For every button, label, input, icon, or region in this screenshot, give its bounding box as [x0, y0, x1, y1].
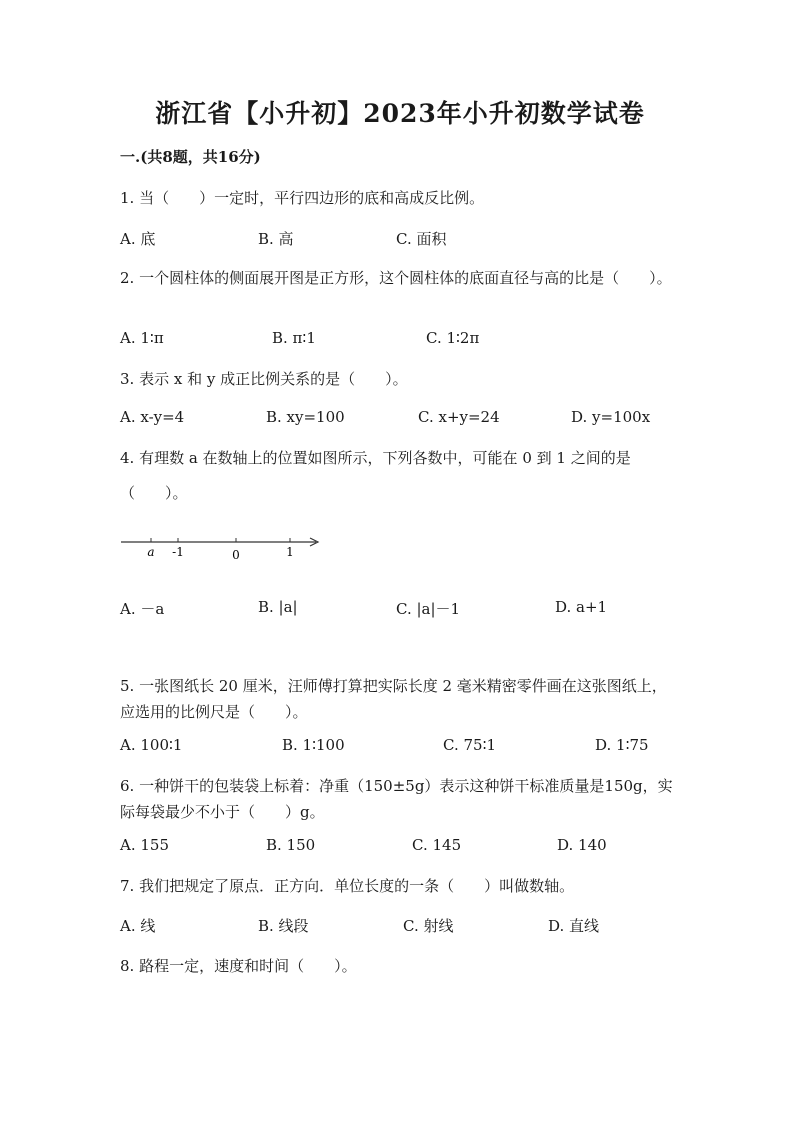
- q7-option-a[interactable]: A. 线: [120, 917, 156, 935]
- q7-option-b[interactable]: B. 线段: [258, 917, 309, 935]
- q5-option-c[interactable]: C. 75∶1: [443, 736, 497, 754]
- q5-option-b[interactable]: B. 1∶100: [282, 736, 345, 754]
- q2-option-c[interactable]: C. 1∶2π: [426, 329, 480, 347]
- q4-option-d[interactable]: D. a+1: [555, 598, 608, 616]
- question-2: 2. 一个圆柱体的侧面展开图是正方形，这个圆柱体的底面直径与高的比是（ ）。: [120, 269, 672, 287]
- q2-option-a[interactable]: A. 1∶π: [120, 329, 164, 347]
- number-line-figure: [118, 532, 328, 564]
- label-neg1: -1: [172, 545, 184, 559]
- q6-option-b[interactable]: B. 150: [266, 836, 316, 854]
- q3-option-b[interactable]: B. xy=100: [266, 408, 345, 426]
- q7-option-c[interactable]: C. 射线: [403, 917, 454, 935]
- label-0: 0: [232, 548, 240, 562]
- q6-option-a[interactable]: A. 155: [120, 836, 169, 854]
- q7-option-d[interactable]: D. 直线: [548, 917, 600, 935]
- question-1: 1. 当（ ）一定时，平行四边形的底和高成反比例。: [120, 189, 485, 207]
- q2-option-b[interactable]: B. π∶1: [272, 329, 316, 347]
- label-a: a: [147, 545, 155, 559]
- q1-option-a[interactable]: A. 底: [120, 230, 156, 248]
- question-4: 4. 有理数 a 在数轴上的位置如图所示，下列各数中，可能在 0 到 1 之间的是: [120, 449, 631, 467]
- question-6: 6. 一种饼干的包装袋上标着：净重（150±5g）表示这种饼干标准质量是150g，实际每袋最少不小于（ ）g。: [120, 777, 673, 821]
- q1-option-b[interactable]: B. 高: [258, 230, 294, 248]
- page-title: 浙江省【小升初】2023年小升初数学试卷: [155, 99, 645, 128]
- q4-option-b[interactable]: B. |a|: [258, 598, 298, 616]
- question-3: 3. 表示 x 和 y 成正比例关系的是（ ）。: [120, 370, 408, 388]
- q6-option-d[interactable]: D. 140: [557, 836, 607, 854]
- q4-option-c[interactable]: C. |a|－1: [396, 600, 461, 618]
- label-1: 1: [286, 545, 294, 559]
- question-4-blank: （ ）。: [120, 484, 188, 502]
- q3-option-d[interactable]: D. y=100x: [571, 408, 651, 426]
- q1-option-c[interactable]: C. 面积: [396, 230, 447, 248]
- question-5: 5. 一张图纸长 20 厘米，汪师傅打算把实际长度 2 毫米精密零件画在这张图纸上，应选用的比例尺是（ ）。: [120, 677, 667, 721]
- q6-option-c[interactable]: C. 145: [412, 836, 462, 854]
- q5-option-a[interactable]: A. 100∶1: [120, 736, 183, 754]
- q4-option-a[interactable]: A. －a: [120, 600, 165, 618]
- q3-option-a[interactable]: A. x-y=4: [120, 408, 185, 426]
- question-8: 8. 路程一定，速度和时间（ ）。: [120, 957, 357, 975]
- section-heading: 一.(共8题，共16分): [120, 148, 261, 166]
- q5-option-d[interactable]: D. 1∶75: [595, 736, 649, 754]
- q3-option-c[interactable]: C. x+y=24: [418, 408, 500, 426]
- question-7: 7. 我们把规定了原点．正方向．单位长度的一条（ ）叫做数轴。: [120, 877, 575, 895]
